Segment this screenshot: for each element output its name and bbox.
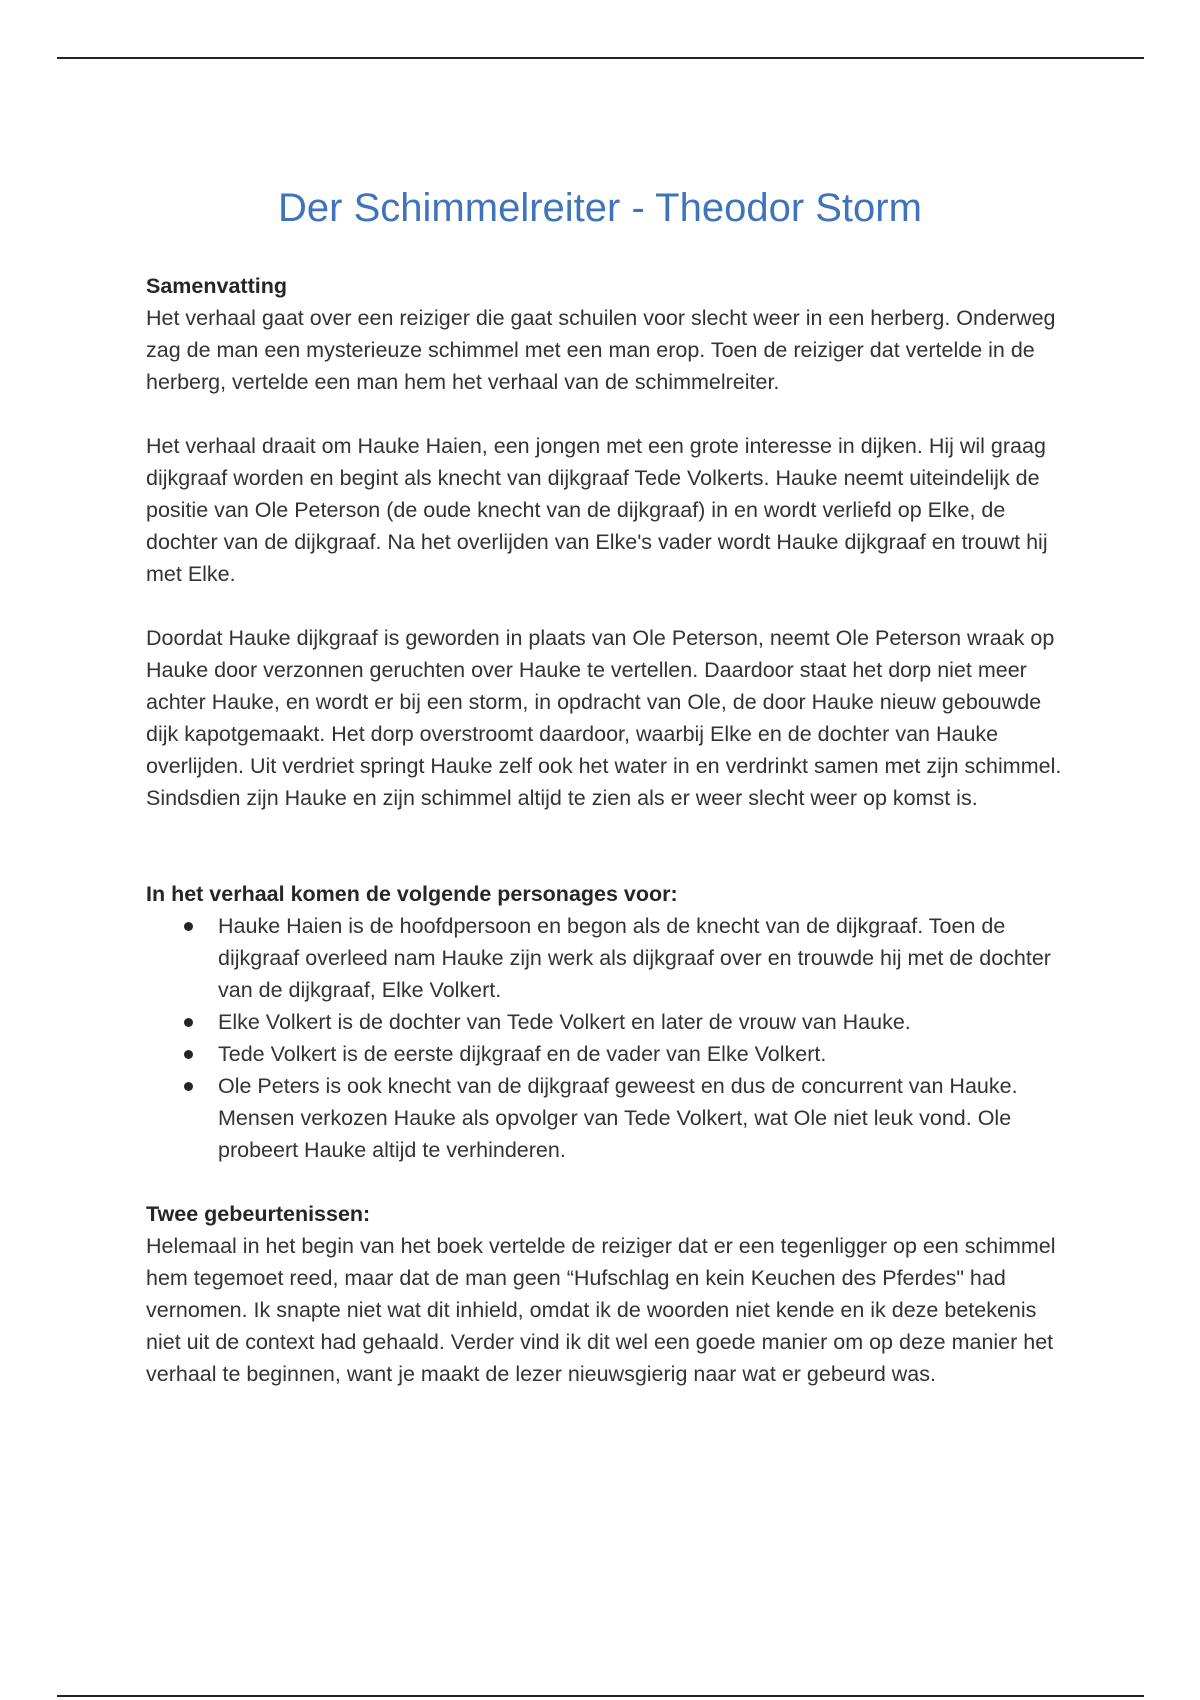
top-rule (57, 57, 1144, 59)
summary-paragraph-3: Doordat Hauke dijkgraaf is geworden in plaats van Ole Peterson, neemt Ole Peterson wraak op Hauke door verzonnen geruchten over Hauke te vertellen. Daardoor staat het dorp niet meer achter Hauke, en wordt er bij een storm, in opdracht van Ole, de door Hauke nieuw gebouwde dijk kapotgemaakt. Het dorp overstroomt daardoor, waarbij Elke en de dochter van Hauke overlijden. Uit verdriet springt Hauke zelf ook het water in en verdrinkt samen met zijn schimmel. Sindsdien zijn Hauke en zijn schimmel altijd te zien als er weer slecht weer op komst is. (146, 626, 1062, 810)
character-text: Tede Volkert is de eerste dijkgraaf en de vader van Elke Volkert. (218, 1042, 827, 1066)
character-text: Ole Peters is ook knecht van de dijkgraaf geweest en dus de concurrent van Hauke. Mensen verkozen Hauke als opvolger van Tede Volkert, wat Ole niet leuk vond. Ole probeert Hauke altijd te verhinderen. (218, 1074, 1018, 1162)
list-item (146, 910, 1076, 1006)
summary-paragraph-1: Het verhaal gaat over een reiziger die gaat schuilen voor slecht weer in een herberg. Onderweg zag de man een mysterieuze schimmel met een man erop. Toen de reiziger dat vertelde in de herberg, vertelde een man hem het verhaal van de schimmelreiter. (146, 306, 1056, 394)
document-body (146, 270, 1076, 1390)
bullet-icon (184, 1050, 193, 1059)
list-item (146, 1070, 1076, 1166)
bullet-icon (184, 1018, 193, 1027)
character-text: Hauke Haien is de hoofdpersoon en begon als de knecht van de dijkgraaf. Toen de dijkgraaf overleed nam Hauke zijn werk als dijkgraaf over en trouwde hij met de dochter van de dijkgraaf, Elke Volkert. (218, 914, 1051, 1002)
character-list (146, 910, 1076, 1166)
list-item (146, 1006, 1076, 1038)
events-paragraph: Helemaal in het begin van het boek vertelde de reiziger dat er een tegenligger op een schimmel hem tegemoet reed, maar dat de man geen “Hufschlag en kein Keuchen des Pferdes" had vernomen. Ik snapte niet wat dit inhield, omdat ik de woorden niet kende en ik deze betekenis niet uit de context had gehaald. Verder vind ik dit wel een goede manier om op deze manier het verhaal te beginnen, want je maakt de lezer nieuwsgierig naar wat er gebeurd was. (146, 1234, 1056, 1386)
bottom-rule (57, 1695, 1144, 1697)
bullet-icon (184, 1082, 193, 1091)
summary-heading: Samenvatting (146, 274, 287, 298)
character-text: Elke Volkert is de dochter van Tede Volkert en later de vrouw van Hauke. (218, 1010, 911, 1034)
summary-paragraph-2: Het verhaal draait om Hauke Haien, een jongen met een grote interesse in dijken. Hij wil graag dijkgraaf worden en begint als knecht van dijkgraaf Tede Volkerts. Hauke neemt uiteindelijk de positie van Ole Peterson (de oude knecht van de dijkgraaf) in en wordt verliefd op Elke, de dochter van de dijkgraaf. Na het overlijden van Elke's vader wordt Hauke dijkgraaf en trouwt hij met Elke. (146, 434, 1048, 586)
events-heading: Twee gebeurtenissen: (146, 1202, 371, 1226)
bullet-icon (184, 922, 193, 931)
list-item (146, 1038, 1076, 1070)
page-title: Der Schimmelreiter - Theodor Storm (278, 186, 922, 230)
characters-heading: In het verhaal komen de volgende personages voor: (146, 882, 678, 906)
